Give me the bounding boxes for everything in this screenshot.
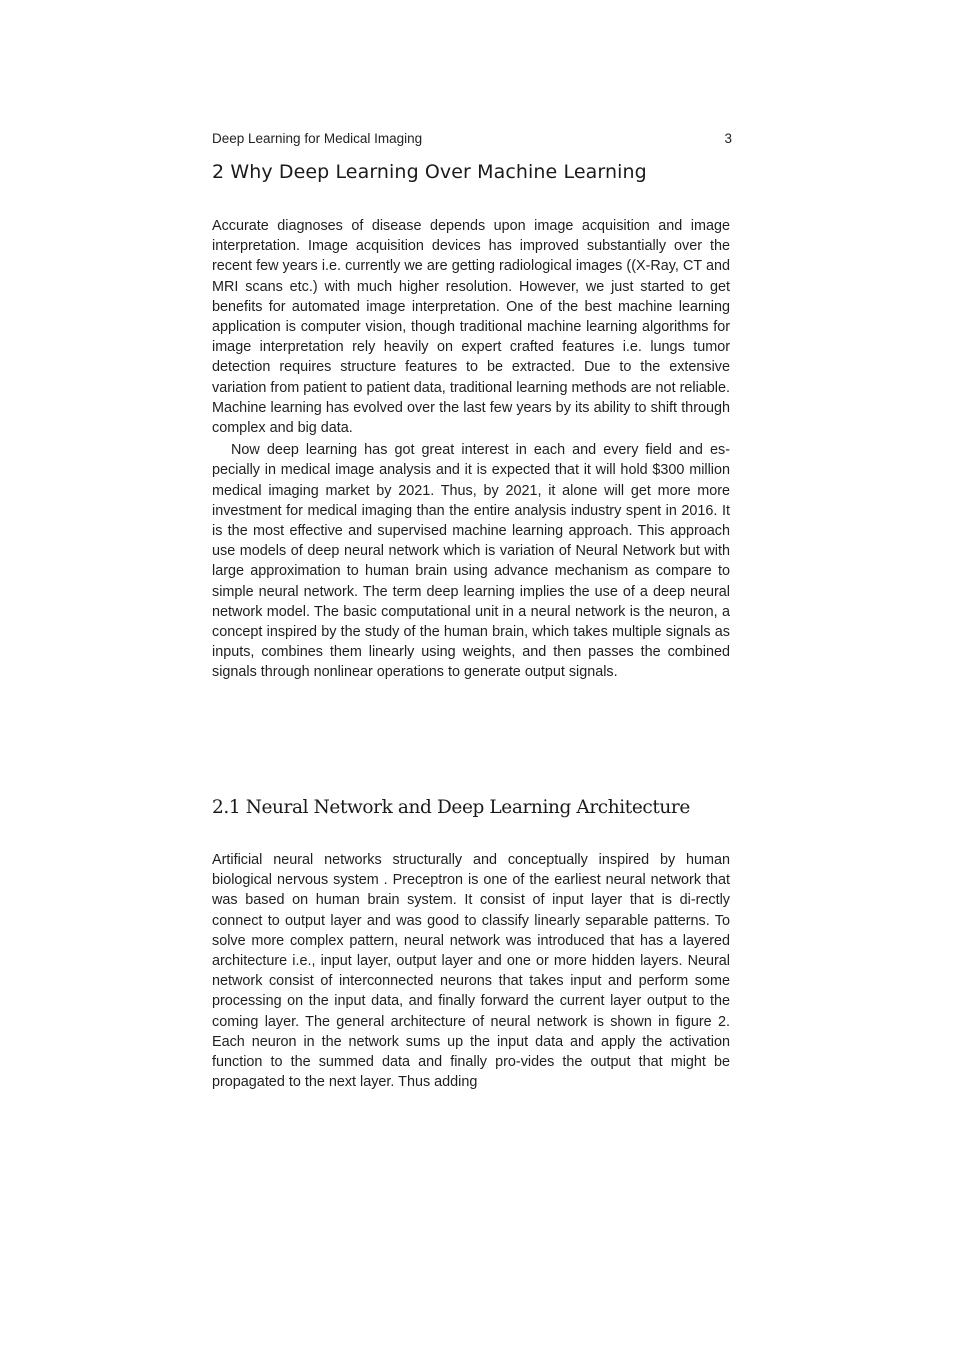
running-head [212, 131, 732, 149]
section-body [212, 216, 730, 683]
section-paragraph-1: Accurate diagnoses of disease depends upon image acquisition and image interpretation. Image acquisition devices has improved substantially over the recent few years i.e. currently we are getting radiological images ((X-Ray, CT and MRI scans etc.) with much higher resolution. However, we just started to get benefits for automated image interpretation. One of the best machine learning application is computer vision, though traditional machine learning algorithms for image interpretation rely heavily on expert crafted features i.e. lungs tumor detection requires structure features to be extracted. Due to the extensive variation from patient to patient data, traditional learning methods are not reliable. Machine learning has evolved over the last few years by its ability to shift through complex and big data. [212, 218, 730, 437]
running-head-title: Deep Learning for Medical Imaging [212, 131, 423, 146]
subsection-body [212, 850, 730, 1092]
section-heading: 2 Why Deep Learning Over Machine Learning [212, 161, 647, 183]
subsection-heading: 2.1 Neural Network and Deep Learning Architecture [212, 797, 690, 818]
page-number: 3 [724, 131, 732, 146]
subsection-paragraph-1: Artificial neural networks structurally and conceptually inspired by human biological nervous system . Preceptron is one of the earliest neural network that was based on human brain system. It consist of input layer that is di-rectly connect to output layer and was good to classify linearly separable patterns. To solve more complex pattern, neural network was introduced that has a layered architecture i.e., input layer, output layer and one or more hidden layers. Neural network consist of interconnected neurons that takes input and perform some processing on the input data, and finally forward the current layer output to the coming layer. The general architecture of neural network is shown in figure 2. Each neuron in the network sums up the input data and apply the activation function to the summed data and finally pro-vides the output that might be propagated to the next layer. Thus adding [212, 852, 730, 1091]
section-paragraph-2: Now deep learning has got great interest in each and every field and especially in medical image analysis and it is expected that it will hold $300 million medical imaging market by 2021. Thus, by 2021, it alone will get more more investment for medical imaging than the entire analysis industry spent in 2016. It is the most effective and supervised machine learning approach. This approach use models of deep neural network which is variation of Neural Network but with large approximation to human brain using advance mechanism as compare to simple neural network. The term deep learning implies the use of a deep neural network model. The basic computational unit in a neural network is the neuron, a concept inspired by the study of the human brain, which takes multiple signals as inputs, combines them linearly using weights, and then passes the combined signals through nonlinear operations to generate output signals. [212, 442, 730, 681]
